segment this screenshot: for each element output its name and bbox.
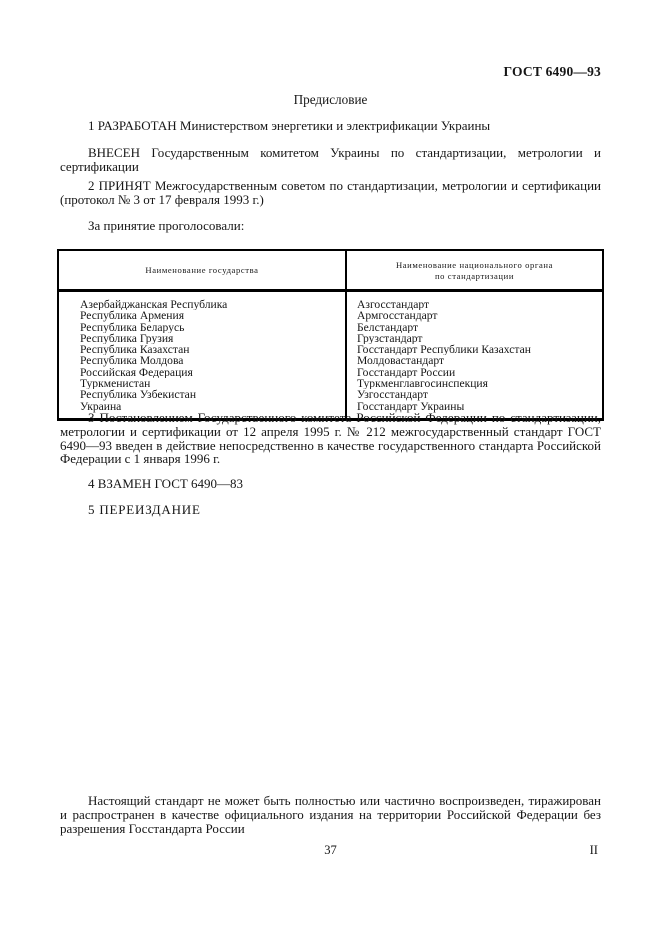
state-cell: Республика Беларусь <box>58 322 346 333</box>
paragraph-vote-intro: За принятие проголосовали: <box>88 218 245 233</box>
org-cell: Госстандарт Украины <box>357 400 465 413</box>
state-cell: Азербайджанская Республика <box>58 291 346 311</box>
table-row <box>58 367 603 378</box>
state-cell: Украина <box>58 401 346 420</box>
table-row <box>58 291 603 311</box>
table-row <box>58 333 603 344</box>
org-cell: Азгосстандарт <box>357 298 430 311</box>
state-cell: Российская Федерация <box>58 367 346 378</box>
copyright-notice: Настоящий стандарт не может быть полностью или частично воспроизведен, тиражирован и распространен в качестве официального издания на территории Российской Федерации без разрешения Госстандарта России <box>60 793 601 836</box>
page-footer <box>60 794 601 835</box>
state-cell: Республика Узбекистан <box>58 389 346 400</box>
column-header-state: Наименование государства <box>58 250 346 291</box>
vote-table-body <box>58 291 603 420</box>
column-header-org-line2: по стандартизации <box>434 270 515 281</box>
org-cell: Белстандарт <box>357 321 419 333</box>
state-cell: Республика Казахстан <box>58 344 346 355</box>
state-cell: Республика Грузия <box>58 333 346 344</box>
pagination-row <box>60 843 601 857</box>
vote-table <box>57 249 604 421</box>
org-cell: Туркменглавгосинспекция <box>357 378 488 390</box>
state-cell: Республика Армения <box>58 310 346 321</box>
table-row <box>58 389 603 400</box>
org-cell: Армгосстандарт <box>357 310 438 322</box>
doc-code: ГОСТ 6490—93 <box>503 64 601 79</box>
table-row <box>58 310 603 321</box>
org-cell: Молдовастандарт <box>357 355 445 367</box>
paragraph-reissue: 5 ПЕРЕИЗДАНИЕ <box>88 502 201 517</box>
table-row <box>58 344 603 355</box>
paragraph-submitted: ВНЕСЕН Государственным комитетом Украины по стандартизации, метрологии и сертификации <box>60 145 601 174</box>
sheet-numeral: II <box>589 843 598 857</box>
state-cell: Республика Молдова <box>58 355 346 366</box>
state-cell: Туркменистан <box>58 378 346 389</box>
table-row <box>58 355 603 366</box>
org-cell: Госстандарт Республики Казахстан <box>357 344 531 356</box>
vote-table-header <box>58 250 603 291</box>
page-title: Предисловие <box>293 92 368 107</box>
paragraph-resolution: 3 Постановлением Государственного комитета Российской Федерации по стандартизации, метрологии и сертификации от 12 апреля 1995 г. № 212 межгосударственный стандарт ГОСТ 6490—93 введен в действие непосредственно в качестве государственного стандарта Российской Федерации с 1 января 1996 г. <box>60 410 601 467</box>
paragraph-replaces: 4 ВЗАМЕН ГОСТ 6490—83 <box>88 476 244 491</box>
table-row <box>58 322 603 333</box>
paragraph-developed: 1 РАЗРАБОТАН Министерством энергетики и электрификации Украины <box>88 118 491 133</box>
column-header-org <box>346 250 603 291</box>
page-number: 37 <box>324 843 337 857</box>
org-cell: Грузстандарт <box>357 332 423 345</box>
org-cell: Узгосстандарт <box>357 389 428 401</box>
table-row <box>58 378 603 389</box>
column-header-org-line1: Наименование национального органа <box>395 260 554 270</box>
paragraph-accepted: 2 ПРИНЯТ Межгосударственным советом по стандартизации, метрологии и сертификации (протокол № 3 от 17 февраля 1993 г.) <box>60 178 601 207</box>
org-cell: Госстандарт России <box>357 366 456 379</box>
